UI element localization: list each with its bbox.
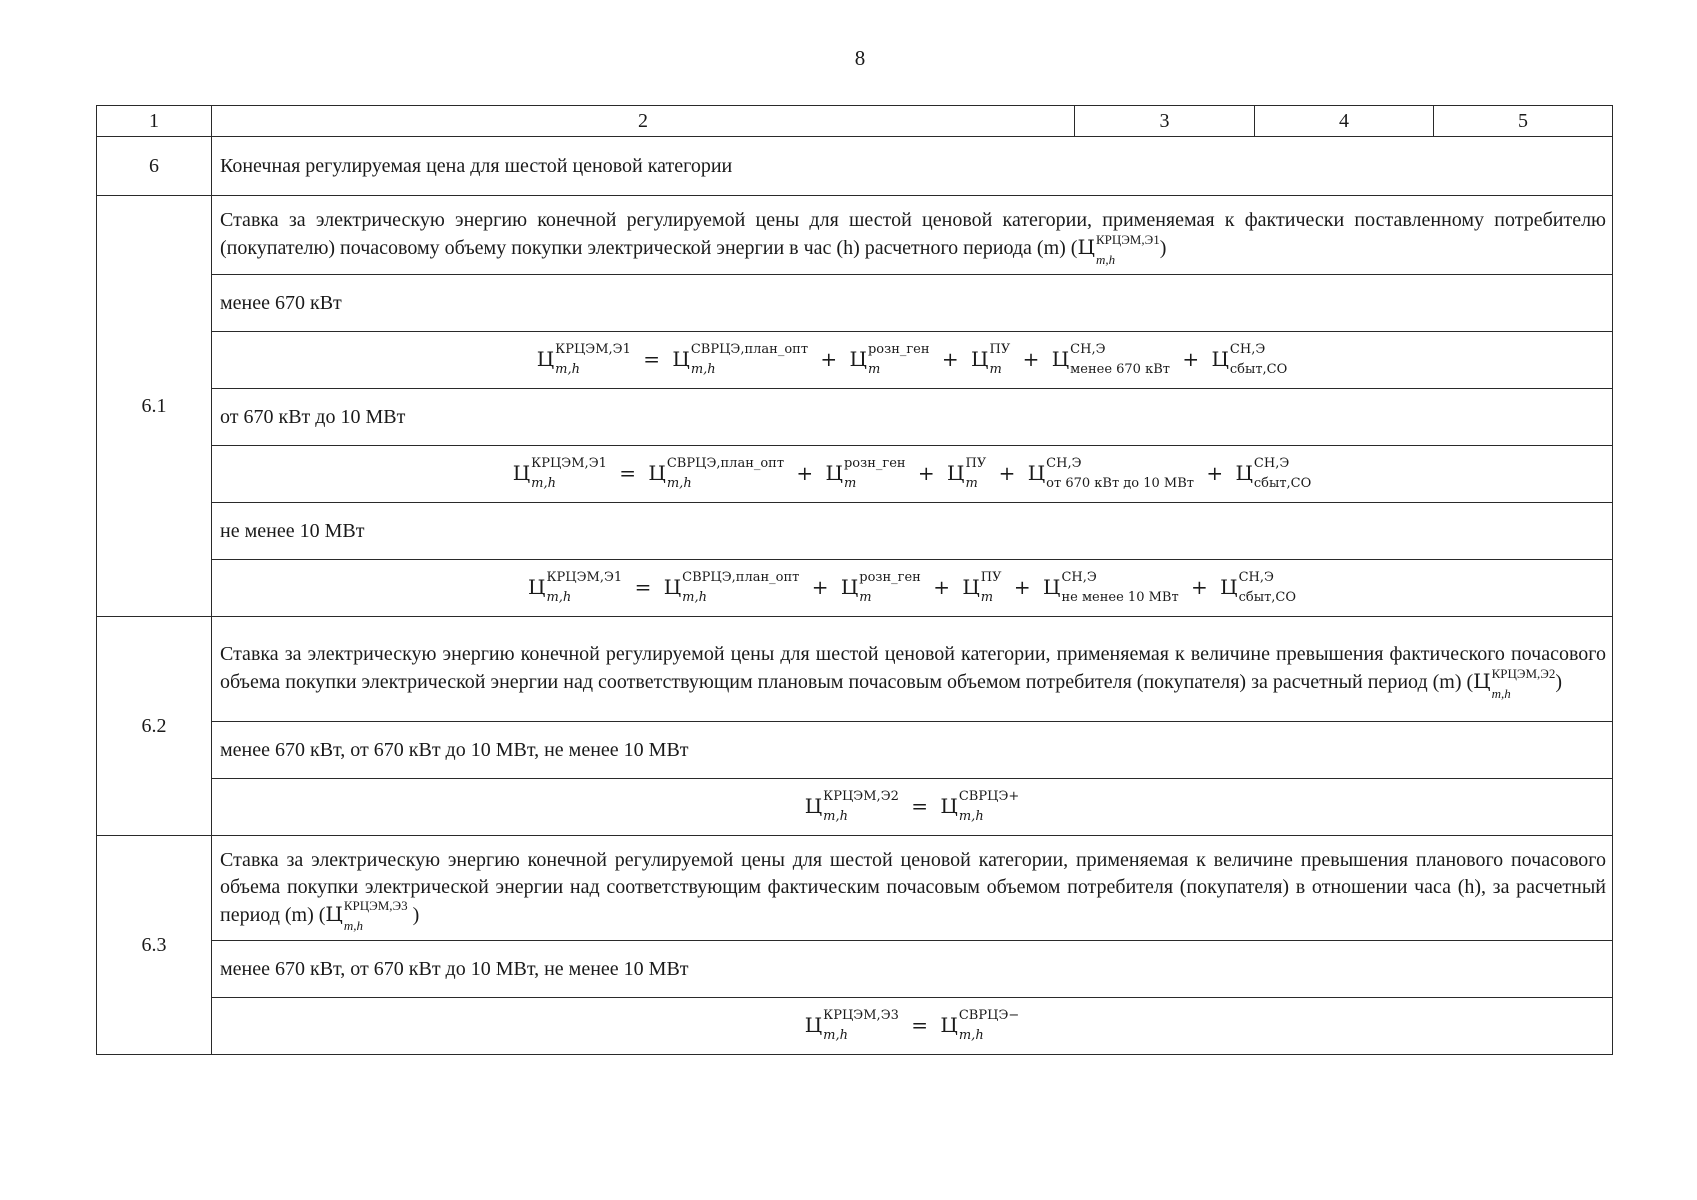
symbol-sub: m,h <box>546 590 572 606</box>
symbol-sup: СН,Э <box>1238 570 1274 586</box>
table-row <box>97 332 1613 389</box>
symbol-sub: m <box>989 362 1002 378</box>
rate-description-6-1 <box>212 196 1613 275</box>
plus-sign: + <box>917 460 935 485</box>
column-header-5: 5 <box>1434 106 1613 137</box>
equals-sign: = <box>911 793 929 818</box>
plus-sign: + <box>1206 460 1224 485</box>
capacity-range-label: не менее 10 МВт <box>212 503 1613 560</box>
symbol-sub: m,h <box>682 590 707 606</box>
rate-description-6-3 <box>212 836 1613 941</box>
symbol-sub: сбыт,СО <box>1253 476 1312 492</box>
symbol-sub: m,h <box>823 1028 848 1044</box>
symbol-sup: СВРЦЭ,план_опт <box>682 570 800 586</box>
symbol-sup: СН,Э <box>1229 342 1266 358</box>
symbol-sup: СН,Э <box>1070 342 1106 358</box>
symbol-sup: КРЦЭМ,Э1 <box>555 342 631 358</box>
page-number: 8 <box>854 46 866 70</box>
table-row <box>97 560 1613 617</box>
symbol-sub: m,h <box>555 362 580 378</box>
symbol-sub: m,h <box>958 1028 984 1044</box>
equals-sign: = <box>634 574 652 599</box>
symbol-sup: СВРЦЭ− <box>958 1008 1020 1024</box>
symbol-sub: m,h <box>531 476 556 492</box>
row-number-6: 6 <box>97 137 212 196</box>
price-formula <box>212 560 1613 617</box>
plus-sign: + <box>796 460 814 485</box>
symbol-sup: КРЦЭМ,Э1 <box>1095 231 1160 247</box>
plus-sign: + <box>811 574 829 599</box>
plus-sign: + <box>941 346 959 371</box>
plus-sign: + <box>820 346 838 371</box>
capacity-range-label: менее 670 кВт, от 670 кВт до 10 МВт, не менее 10 МВт <box>212 941 1613 998</box>
symbol-sup: ПУ <box>965 456 987 472</box>
symbol-base: Ц <box>940 1012 958 1037</box>
plus-sign: + <box>1022 346 1040 371</box>
symbol-base: Ц <box>536 346 555 371</box>
symbol-base: Ц <box>962 574 980 599</box>
table-row <box>97 275 1613 332</box>
symbol-sub: m,h <box>823 809 848 825</box>
symbol-base: Ц <box>825 460 843 485</box>
plus-sign: + <box>998 460 1016 485</box>
table-row <box>97 137 1613 196</box>
column-header-1: 1 <box>97 106 212 137</box>
symbol-base: Ц <box>804 1012 823 1037</box>
symbol-base: Ц <box>1051 346 1070 371</box>
symbol-sup: КРЦЭМ,Э1 <box>531 456 607 472</box>
symbol-sub: не менее 10 МВт <box>1061 590 1179 606</box>
symbol-sub: менее 670 кВт <box>1070 362 1170 378</box>
rate-symbol <box>1473 665 1556 701</box>
symbol-base: Ц <box>947 460 965 485</box>
equals-sign: = <box>619 460 637 485</box>
capacity-range-label: менее 670 кВт <box>212 275 1613 332</box>
equals-sign: = <box>643 346 661 371</box>
column-header-2: 2 <box>212 106 1075 137</box>
table-row <box>97 196 1613 275</box>
symbol-base: Ц <box>527 574 546 599</box>
table-row <box>97 503 1613 560</box>
symbol-base: Ц <box>325 901 343 926</box>
symbol-base: Ц <box>1077 235 1095 260</box>
symbol-sup: ПУ <box>989 342 1011 358</box>
rate-description-end: ) <box>1159 237 1167 260</box>
plus-sign: + <box>1182 346 1200 371</box>
table-row <box>97 389 1613 446</box>
symbol-sub: от 670 кВт до 10 МВт <box>1046 476 1194 492</box>
table-row <box>97 722 1613 779</box>
price-formula <box>212 332 1613 389</box>
symbol-sup: СВРЦЭ,план_опт <box>690 342 809 358</box>
symbol-sub: m <box>843 476 857 492</box>
column-header-3: 3 <box>1075 106 1255 137</box>
row-number-6-2: 6.2 <box>97 617 212 836</box>
symbol-base: Ц <box>512 460 531 485</box>
plus-sign: + <box>933 574 950 599</box>
rate-symbol <box>1077 231 1160 267</box>
symbol-sub: сбыт,СО <box>1238 590 1296 606</box>
row-number-6-3: 6.3 <box>97 836 212 1055</box>
equals-sign: = <box>911 1012 929 1037</box>
symbol-base: Ц <box>648 460 666 485</box>
symbol-sub: m,h <box>690 362 716 378</box>
price-formula <box>212 446 1613 503</box>
symbol-sup: розн_ген <box>867 342 930 358</box>
price-table <box>96 105 1613 1055</box>
rate-description-text: Ставка за электрическую энергию конечной регулируемой цены для шестой ценовой категории, применяемая к величине превышения фактического почасового объема покупки электрической энергии над соответствующим плановым почасовым объемом потребителя (покупателя) за расчетный период (m) ( <box>220 643 1606 694</box>
symbol-sup: СН,Э <box>1061 570 1097 586</box>
rate-description-6-2 <box>212 617 1613 722</box>
rate-symbol <box>325 898 408 934</box>
table-row <box>97 836 1613 941</box>
capacity-range-label: менее 670 кВт, от 670 кВт до 10 МВт, не менее 10 МВт <box>212 722 1613 779</box>
symbol-base: Ц <box>840 574 859 599</box>
symbol-base: Ц <box>1211 346 1229 371</box>
category-title: Конечная регулируемая цена для шестой ценовой категории <box>212 137 1613 196</box>
rate-description-end: ) <box>1555 671 1563 694</box>
column-number-header-row <box>97 106 1613 137</box>
symbol-sup: СН,Э <box>1253 456 1290 472</box>
table-row <box>97 446 1613 503</box>
symbol-base: Ц <box>1235 460 1253 485</box>
symbol-sup: ПУ <box>980 570 1002 586</box>
symbol-sup: розн_ген <box>843 456 906 472</box>
symbol-base: Ц <box>1043 574 1061 599</box>
symbol-sup: КРЦЭМ,Э3 <box>343 898 408 914</box>
symbol-sup: КРЦЭМ,Э3 <box>823 1008 899 1024</box>
symbol-sub: m,h <box>958 809 984 825</box>
rate-description-text: Ставка за электрическую энергию конечной регулируемой цены для шестой ценовой категории, применяемая к величине превышения планового почасового объема покупки электрической энергии над соответствующим фактическим почасовым объемом потребителя (покупателя) в отношении часа (h), за расчетный период (m) ( <box>220 848 1606 926</box>
price-formula <box>212 779 1613 836</box>
row-number-6-1: 6.1 <box>97 196 212 617</box>
symbol-base: Ц <box>971 346 989 371</box>
symbol-base: Ц <box>940 793 958 818</box>
symbol-sup: розн_ген <box>859 570 921 586</box>
symbol-sub: сбыт,СО <box>1229 362 1288 378</box>
symbol-sub: m,h <box>343 918 364 934</box>
symbol-base: Ц <box>663 574 682 599</box>
table-row <box>97 617 1613 722</box>
price-formula <box>212 998 1613 1055</box>
capacity-range-label: от 670 кВт до 10 МВт <box>212 389 1613 446</box>
plus-sign: + <box>1013 574 1031 599</box>
symbol-sup: СВРЦЭ+ <box>958 789 1020 805</box>
symbol-base: Ц <box>1473 669 1491 694</box>
plus-sign: + <box>1191 574 1208 599</box>
rate-description-end: ) <box>407 903 420 926</box>
table-row <box>97 779 1613 836</box>
symbol-sub: m <box>965 476 978 492</box>
symbol-base: Ц <box>1027 460 1046 485</box>
symbol-sup: КРЦЭМ,Э2 <box>823 789 899 805</box>
symbol-sub: m <box>867 362 881 378</box>
table-row <box>97 941 1613 998</box>
rate-description-text: Ставка за электрическую энергию конечной регулируемой цены для шестой ценовой категории, применяемая к фактически поставленному потребителю (покупателю) почасовому объему покупки электрической энергии в час (h) расчетного периода (m) ( <box>220 209 1606 260</box>
symbol-base: Ц <box>849 346 867 371</box>
symbol-sup: СН,Э <box>1046 456 1082 472</box>
column-header-4: 4 <box>1255 106 1434 137</box>
symbol-sub: m <box>859 590 872 606</box>
symbol-base: Ц <box>672 346 690 371</box>
symbol-sub: m,h <box>666 476 692 492</box>
symbol-sup: КРЦЭМ,Э1 <box>546 570 623 586</box>
table-row <box>97 998 1613 1055</box>
symbol-sub: m <box>980 590 994 606</box>
symbol-base: Ц <box>1220 574 1238 599</box>
symbol-base: Ц <box>804 793 823 818</box>
symbol-sub: m,h <box>1491 685 1511 701</box>
symbol-sub: m,h <box>1095 251 1116 267</box>
symbol-sup: КРЦЭМ,Э2 <box>1491 665 1556 681</box>
symbol-sup: СВРЦЭ,план_опт <box>666 456 785 472</box>
